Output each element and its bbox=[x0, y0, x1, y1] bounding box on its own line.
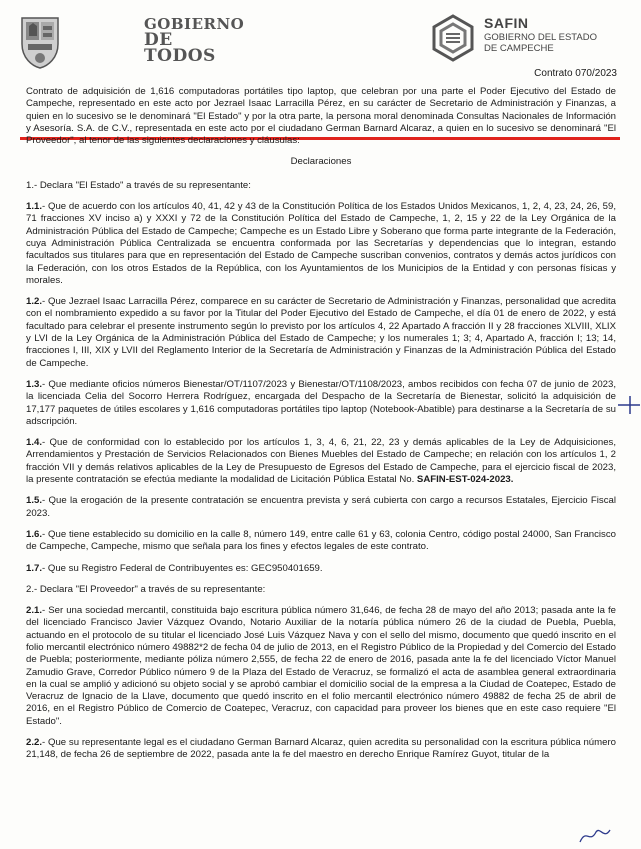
intro-paragraph: Contrato de adquisición de 1,616 computadoras portátiles tipo laptop, que celebran por una parte el Poder Ejecutivo del Estado de Campeche, representado en este acto por Jezrael Isaac Larracilla Pérez, en su carácter de Secretario de Administración y Finanzas, a quien en lo sucesivo se le denominará "El Estado" y por la otra parte, la persona moral denominada Consultas Nacionales de Información y Asesoría. S.A. de C.V., representada en este acto por el ciudadano German Barnard Alcaraz, a quien en lo sucesivo se denominará "El Proveedor", al tenor de las siguientes declaraciones y cláusulas: bbox=[26, 86, 616, 147]
margin-pen-mark-icon bbox=[618, 396, 640, 414]
clause-1-7: 1.7.- Que su Registro Federal de Contribuyentes es: GEC950401659. bbox=[26, 562, 323, 574]
coat-of-arms-icon bbox=[18, 14, 62, 70]
contract-body bbox=[26, 86, 616, 771]
safin-logo-icon bbox=[432, 14, 474, 62]
signature-mark-icon bbox=[578, 826, 612, 846]
document-header bbox=[0, 0, 641, 80]
clause-1-4: 1.4.- Que de conformidad con lo establecido por los artículos 1, 3, 4, 6, 21, 22, 23 y demás aplicables de la Ley de Adquisiciones, Arrendamientos y Prestación de Servicios Relacionados con Bienes Muebles del Estado de Campeche; en relación con los artículos 1, 2 fracción VII y demás relativos aplicables de la Ley de Presupuesto de Egresos del Estado de Campeche, para el ejercicio fiscal de 2023, la presente contratación se efectúa mediante la modalidad de Licitación Pública Estatal No. SAFIN-EST-024-2023. bbox=[26, 437, 616, 486]
section-1-title: 1.- Declara "El Estado" a través de su representante: bbox=[26, 179, 251, 191]
clause-1-6: 1.6.- Que tiene establecido su domicilio en la calle 8, número 149, entre calle 61 y 63, colonia Centro, código postal 24000, San Francisco de Campeche, Campeche, mismo que señala para los fines y efectos legales de este contrato. bbox=[26, 528, 616, 553]
contract-number: Contrato 070/2023 bbox=[534, 68, 617, 79]
clause-1-2: 1.2.- Que Jezrael Isaac Larracilla Pérez, comparece en su carácter de Secretario de Administración y Finanzas, personalidad que acredita con el nombramiento expedido a su favor por la Titular del Poder Ejecutivo del Estado de Campeche, el día 01 de enero de 2022, y está facultado para celebrar el presente instrumento según lo previsto por los artículos 4, 22 Apartado A fracción II y 28 fracciones XLVIII, XLIX y LVI de la Ley Orgánica de la Administración Pública del Estado de Campeche; y los numerales 1; 3; 4, Apartado A, fracción I; 13; 14, fracciones I, III, XIX y LVII del Reglamento Interior de la Secretaría de Administración y Finanzas de la Administración Pública del Estado de Campeche. bbox=[26, 296, 616, 369]
clause-2-2: 2.2.- Que su representante legal es el ciudadano German Barnard Alcaraz, quien acredita su personalidad con la escritura pública número 21,148, de fecha 26 de septiembre de 2022, pasada ante la fe del maestro en derecho Enrique Ramírez Guyot, titular de la bbox=[26, 737, 616, 761]
clause-2-1: 2.1.- Ser una sociedad mercantil, constituida bajo escritura pública número 31,646, de fecha 28 de mayo del año 2013; pasada ante la fe del licenciado Francisco Javier Vázquez Ovando, Notario Auxiliar de la notaría pública número 26 de la ciudad de Puebla, Puebla, actuando en el protocolo de su titular el licenciado José Luis Vázquez Nava y con el sello del mismo, documento que quedó inscrito en el folio mercantil electrónico número 49882*2 de fecha 04 de julio de 2013, en el Registro Público de la Propiedad y del Comercio del Estado de Puebla; posteriormente, mediante póliza número 2,555, de fecha 22 de enero de 2016, pasada ante la fe del licenciado Víctor Manuel Zamudio Grave, Corredor Público número 9 de la Plaza del Estado de Veracruz, se formalizó el acta de asamblea general extraordinaria en la cual se amplió y adicionó su objeto social y se aprobó cambiar el domicilio social de la empresa a la Ciudad de Coatepec, Estado de Veracruz de Ignacio de la Llave, documento que quedó inscrito en el folio mercantil electrónico número 49882 de fecha 25 de abril de 2016, en el Registro Público de Comercio de Coatepec, Veracruz, con capacidad para proveer los bienes que en este caso requiere "El Estado". bbox=[26, 605, 616, 727]
gobierno-de-todos-logo: GOBIERNO DE TODOS bbox=[144, 15, 245, 66]
clause-1-1: 1.1.- Que de acuerdo con los artículos 40, 41, 42 y 43 de la Constitución Política de los Estados Unidos Mexicanos, 1, 2, 4, 23, 24, 26, 59, 71 fracciones XV inciso a) y XXXI y 72 de la Constitución Política del Estado de Campeche, 1, 2, 15 y 22 de la Ley Orgánica de la Administración Pública del Estado de Campeche; Campeche es un Estado Libre y Soberano que forma parte integrante de la Federación, cuya Administración Pública Centralizada se encuentra conformada por las Secretarías y dependencias que lo integran, estando facultados sus titulares para que en representación del Estado de Campeche suscriban convenios, contratos y demás actos jurídicos con la Federación, con los otros Estados de la República, con los Ayuntamientos de los Municipios de la Entidad y con personas físicas y morales. bbox=[26, 201, 616, 286]
clause-1-3: 1.3.- Que mediante oficios números Bienestar/OT/1107/2023 y Bienestar/OT/1108/2023, ambos recibidos con fecha 07 de junio de 2023, la licenciada Celia del Socorro Herrera Rodríguez, encargada del Despacho de la Secretaría de Bienestar, solicitó la adquisición de 17,177 paquetes de útiles escolares y 1,616 computadoras portátiles tipo laptop (Notebook-Abatible) para destinarse a la Secretaría de su adscripción. bbox=[26, 378, 616, 427]
section-2-title: 2.- Declara "El Proveedor" a través de su representante: bbox=[26, 583, 266, 595]
safin-brand: SAFIN GOBIERNO DEL ESTADO DE CAMPECHE bbox=[484, 15, 597, 54]
declaraciones-heading: Declaraciones bbox=[290, 156, 352, 168]
clause-1-5: 1.5.- Que la erogación de la presente contratación se encuentra prevista y será cubierta con cargo a recursos Estatales, Ejercicio Fiscal 2023. bbox=[26, 495, 616, 519]
